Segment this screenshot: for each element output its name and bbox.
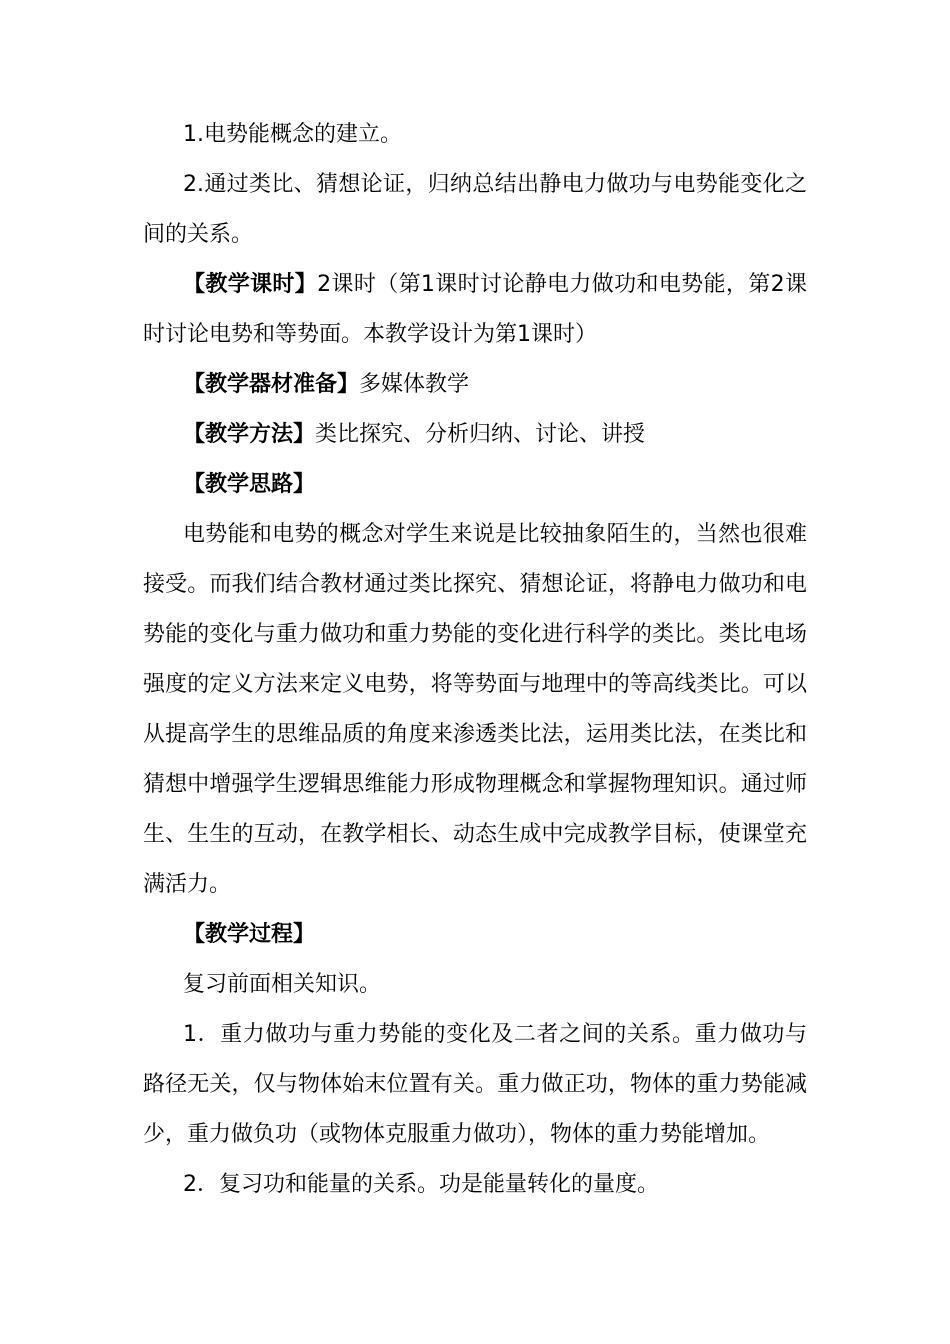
- section-heading-class-hours: 【教学课时】: [183, 272, 318, 297]
- paragraph-equipment: [143, 360, 807, 410]
- paragraph-text: 1．重力做功与重力势能的变化及二者之间的关系。重力做功与路径无关，仅与物体始末位置有关。重力做正功，物体的重力势能减少，重力做负功（或物体克服重力做功），物体的重力势能增加。: [143, 1022, 807, 1147]
- paragraph-class-hours: [143, 260, 807, 360]
- section-heading-equipment: 【教学器材准备】: [183, 372, 360, 397]
- paragraph-text: 1.电势能概念的建立。: [183, 122, 402, 147]
- section-heading-process: 【教学过程】: [183, 922, 316, 947]
- paragraph-review-2: [143, 1160, 807, 1210]
- section-heading-approach: 【教学思路】: [183, 472, 316, 497]
- paragraph-text: 2课时（第1课时讨论静电力做功和电势能，第2课时讨论电势和等势面。本教学设计为第1课时）: [143, 272, 807, 347]
- paragraph-text: 电势能和电势的概念对学生来说是比较抽象陌生的，当然也很难接受。而我们结合教材通过类比探究、猜想论证，将静电力做功和电势能的变化与重力做功和重力势能的变化进行科学的类比。类比电场强度的定义方法来定义电势，将等势面与地理中的等高线类比。可以从提高学生的思维品质的角度来渗透类比法，运用类比法，在类比和猜想中增强学生逻辑思维能力形成物理概念和掌握物理知识。通过师生、生生的互动，在教学相长、动态生成中完成教学目标，使课堂充满活力。: [143, 522, 807, 897]
- paragraph-review-1: [143, 1010, 807, 1160]
- section-heading-methods: 【教学方法】: [183, 422, 316, 447]
- paragraph-methods: [143, 410, 807, 460]
- paragraph-goal-2: [143, 160, 807, 260]
- paragraph-text: 2.通过类比、猜想论证，归纳总结出静电力做功与电势能变化之间的关系。: [143, 172, 807, 247]
- paragraph-text: 类比探究、分析归纳、讨论、讲授: [315, 422, 646, 447]
- paragraph-process-heading: [143, 910, 807, 960]
- paragraph-approach-body: [143, 510, 807, 910]
- paragraph-review: [143, 960, 807, 1010]
- paragraph-text: 2．复习功和能量的关系。功是能量转化的量度。: [183, 1172, 659, 1197]
- paragraph-text: 多媒体教学: [359, 372, 470, 397]
- document-body: [143, 110, 807, 1210]
- paragraph-goal-1: [143, 110, 807, 160]
- paragraph-text: 复习前面相关知识。: [183, 972, 382, 997]
- paragraph-approach-heading: [143, 460, 807, 510]
